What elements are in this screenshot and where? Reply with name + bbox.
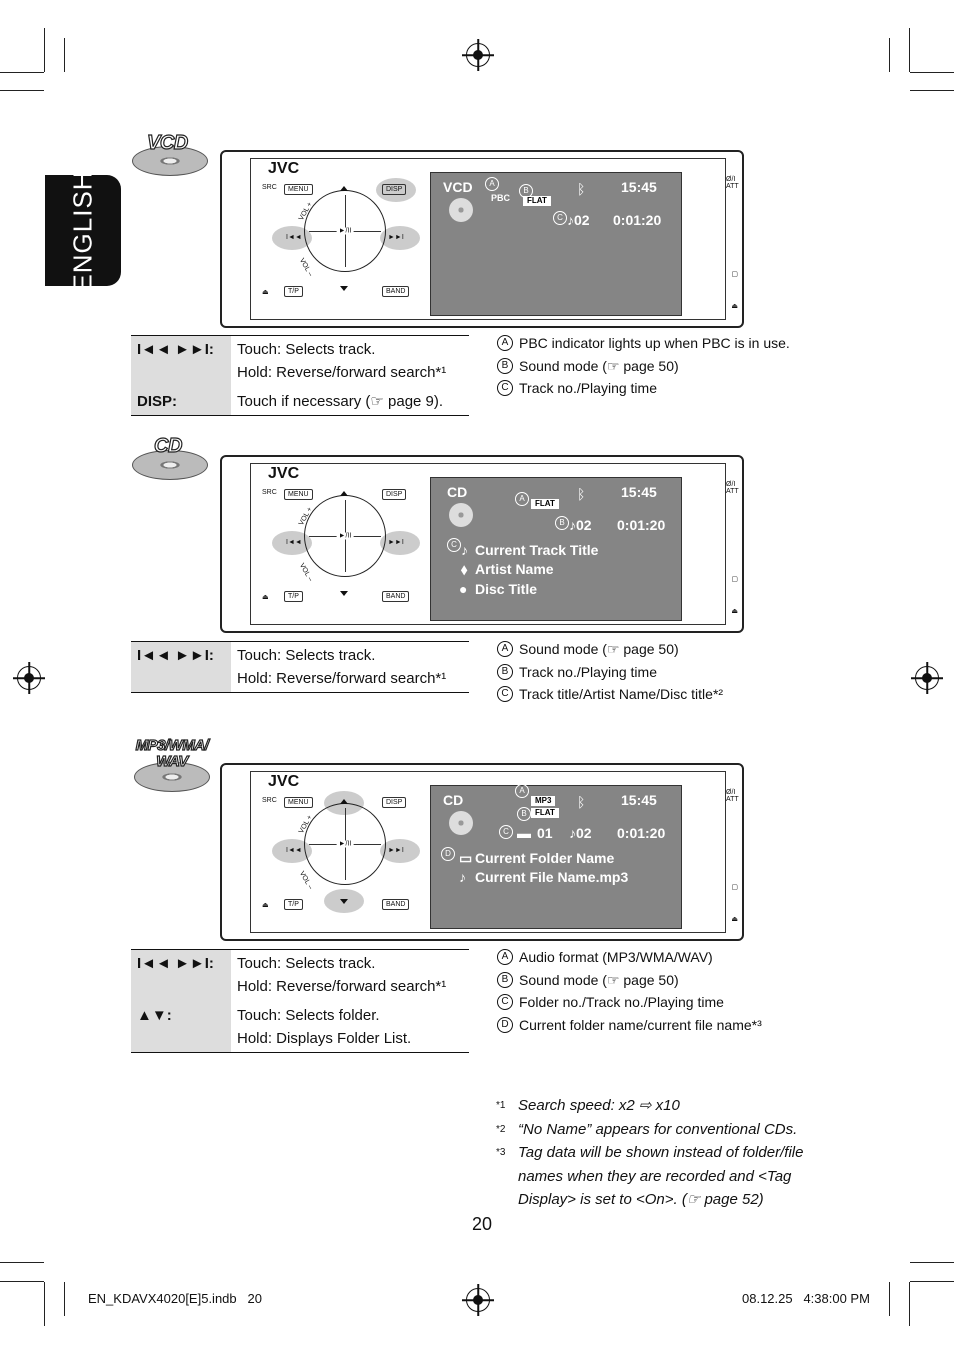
callout-b: B [517,807,531,821]
callout-c: C [553,211,567,225]
play-pause-button[interactable]: ►/II [338,840,352,848]
controls-table: I◄◄ ►►I: Touch: Selects track. Hold: Reverse/forward search*¹ ▲▼: Touch: Selects folder. Hold: Displays Folder List. [131,949,469,1053]
control-key: ▲▼: [131,1000,231,1053]
artist-name: Artist Name [475,561,554,577]
disp-button[interactable]: DISP [382,797,406,808]
up-arrow-icon[interactable] [340,186,348,191]
callout-notes: A Audio format (MP3/WMA/WAV) B Sound mode (☞ page 50) C Folder no./Track no./Playing time D Current folder name/current file name*³ [497,946,762,1036]
brand-logo: JVC [268,773,300,790]
play-pause-button[interactable]: ►/II [338,532,352,540]
registration-mark-icon [915,666,939,690]
footer-file-info: EN_KDAVX4020[E]5.indb 20 [88,1291,262,1306]
disc-title-icon: ● [459,581,468,597]
callout-notes: A PBC indicator lights up when PBC is in use. B Sound mode (☞ page 50) C Track no./Playing time [497,332,790,400]
bluetooth-icon: ᛒ [577,486,586,502]
callout-a: A [515,492,529,506]
disp-button[interactable]: DISP [382,489,406,500]
disc-label: CD [154,435,182,457]
control-key: I◄◄ ►►I: [131,950,231,1001]
bluetooth-icon: ᛒ [577,181,586,197]
callout-a: A [515,784,529,798]
disc-icon [449,503,473,527]
registration-mark-icon [17,666,41,690]
play-pause-button[interactable]: ►/II [338,227,352,235]
source-label: CD [443,792,464,808]
file-name: Current File Name.mp3 [475,869,629,885]
pbc-indicator: PBC [491,193,511,203]
vol-minus-label: VOL – [297,257,314,278]
clock: 15:45 [621,179,657,195]
tp-button[interactable]: T/P [284,899,303,910]
src-label: SRC [262,184,277,191]
head-unit-panel: JVC SRC MENU DISP VOL + VOL – ►/II I◄◄ ►►I ⏏ T/P BAND CD A MP3 B FLAT ᛒ 15:45 C ▬ 01 ♪02 0:01:20 D ▭ Current Folder Name ♪ Current File Name.mp3 Ø/I ATT ▢ ⏏ [220,763,744,941]
source-label: CD [447,484,468,500]
prev-button[interactable]: I◄◄ [286,847,302,854]
prev-button[interactable]: I◄◄ [286,234,302,241]
band-button[interactable]: BAND [382,591,409,602]
display-screen [430,785,682,929]
att-button[interactable]: Ø/I ATT [726,176,739,190]
callout-c: C [499,825,513,839]
brand-logo: JVC [268,465,300,482]
registration-mark-icon [466,1288,490,1312]
registration-mark-icon [466,43,490,67]
display-screen: CD A FLAT ᛒ 15:45 B ♪02 0:01:20 C ♪ Current Track Title ⬧ Artist Name ● Disc Title [430,477,682,621]
bluetooth-icon: ᛒ [577,794,586,810]
file-icon: ♪ [459,869,466,885]
callout-b: B [519,184,533,198]
callout-notes: A Sound mode (☞ page 50) B Track no./Playing time C Track title/Artist Name/Disc title*² [497,638,723,706]
next-button[interactable]: ►►I [388,539,404,546]
folder-icon: ▬ [517,825,531,841]
clock: 15:45 [621,792,657,808]
playing-time: 0:01:20 [617,517,666,533]
display-screen [430,172,682,316]
control-wheel[interactable] [304,495,386,577]
track-number: ♪02 [567,212,590,228]
track-number: ♪02 [569,825,592,841]
disc-label: MP3/WMA/ WAV [135,737,209,770]
control-key: I◄◄ ►►I: [131,642,231,693]
callout-c: C [447,538,461,552]
disc-title: Disc Title [475,581,537,597]
track-title: Current Track Title [475,542,599,558]
playing-time: 0:01:20 [617,825,666,841]
folder-icon: ▭ [459,850,473,866]
artist-icon: ⬧ [461,561,468,577]
sound-mode-badge: FLAT [531,808,559,818]
head-unit-panel: JVC SRC MENU DISP VOL + VOL – ►/II I◄◄ ►►I ⏏ T/P BAND VCD A PBC B FLAT ᛒ 15:45 C ♪02 0:01:20 Ø/I ATT ▢ ⏏ [220,150,744,328]
footer-timestamp: 08.12.25 4:38:00 PM [742,1291,870,1306]
menu-button[interactable]: MENU [284,797,313,808]
playing-time: 0:01:20 [613,212,662,228]
head-unit-panel: JVC SRC MENU DISP VOL + VOL – ►/II I◄◄ ►►I ⏏ T/P BAND CD A FLAT ᛒ 15:45 B ♪02 0:01:20 C ♪ Current Track Title ⬧ Artist Name ● Disc Title Ø/I ATT ▢ ⏏ [220,455,744,633]
page-number: 20 [472,1214,493,1234]
callout-d: D [441,847,455,861]
audio-format-badge: MP3 [531,796,555,806]
next-button[interactable]: ►►I [388,847,404,854]
callout-a: A [485,177,499,191]
language-tab: ENGLISH [45,175,121,286]
disc-icon [449,811,473,835]
vol-plus-label: VOL + [297,201,314,222]
track-number: ♪02 [569,517,592,533]
control-wheel[interactable] [304,803,386,885]
up-arrow-icon[interactable] [340,491,348,496]
callout-b: B [555,516,569,530]
folder-name: Current Folder Name [475,850,615,866]
controls-table: I◄◄ ►►I: Touch: Selects track. Hold: Reverse/forward search*¹ DISP: Touch if necessary (☞ page 9). [131,335,469,416]
control-wheel[interactable] [304,190,386,272]
down-arrow-icon[interactable] [340,591,348,596]
disc-icon [449,198,473,222]
down-arrow-icon[interactable] [340,899,348,904]
clock: 15:45 [621,484,657,500]
down-arrow-icon[interactable] [340,286,348,291]
next-button[interactable]: ►►I [388,234,404,241]
control-key: DISP: [131,386,231,416]
controls-table: I◄◄ ►►I: Touch: Selects track. Hold: Reverse/forward search*¹ [131,641,469,693]
att-button[interactable]: Ø/I ATT [726,789,739,803]
disc-label: VCD [147,132,188,154]
tp-button[interactable]: T/P [284,286,303,297]
source-label: VCD [443,179,473,195]
footnotes: *1 Search speed: x2 ⇨ x10 *2 “No Name” appears for conventional CDs. *3 Tag data will be shown instead of folder/file names when they are recorded and <Tag Display> is set to <On>. (☞ page 52) [496,1097,804,1208]
band-button[interactable]: BAND [382,286,409,297]
brand-logo: JVC [268,160,300,177]
up-arrow-icon[interactable] [340,799,348,804]
folder-number: 01 [537,825,553,841]
band-button[interactable]: BAND [382,899,409,910]
sound-mode-badge: FLAT [531,499,559,509]
sound-mode-badge: FLAT [523,196,551,206]
menu-button[interactable]: MENU [284,184,313,195]
prev-button[interactable]: I◄◄ [286,539,302,546]
control-key: I◄◄ ►►I: [131,336,231,387]
att-button[interactable]: Ø/I ATT [726,481,739,495]
tp-button[interactable]: T/P [284,591,303,602]
menu-button[interactable]: MENU [284,489,313,500]
disp-button[interactable]: DISP [382,184,406,195]
